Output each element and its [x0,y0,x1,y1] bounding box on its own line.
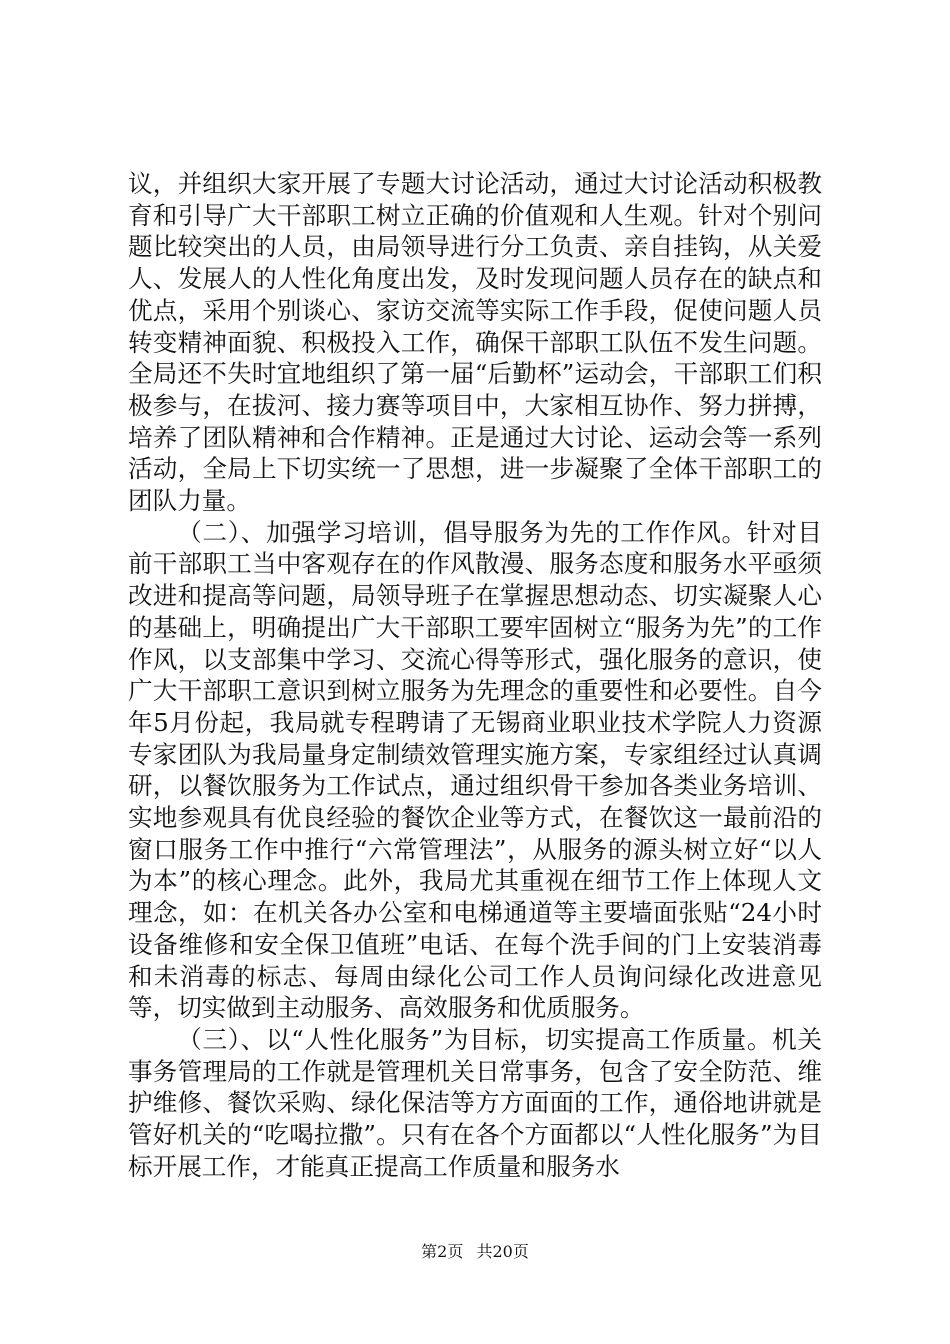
page-number: 第2页 [421,1242,464,1261]
document-body [128,168,822,1183]
page-total: 共20页 [476,1242,529,1261]
page-footer [0,1242,950,1262]
paragraph-section-2: （二）、加强学习培训，倡导服务为先的工作作风。针对目前干部职工当中客观存在的作风散漫、服务态度和服务水平亟须改进和提高等问题，局领导班子在掌握思想动态、切实凝聚人心的基础上，明确提出广大干部职工要牢固树立“服务为先”的工作作风，以支部集中学习、交流心得等形式，强化服务的意识，使广大干部职工意识到树立服务为先理念的重要性和必要性。自今年5月份起，我局就专程聘请了无锡商业职业技术学院人力资源专家团队为我局量身定制绩效管理实施方案，专家组经过认真调研，以餐饮服务为工作试点，通过组织骨干参加各类业务培训、实地参观具有优良经验的餐饮企业等方式，在餐饮这一最前沿的窗口服务工作中推行“六常管理法”，从服务的源头树立好“以人为本”的核心理念。此外，我局尤其重视在细节工作上体现人文理念，如：在机关各办公室和电梯通道等主要墙面张贴“24小时设备维修和安全保卫值班”电话、在每个洗手间的门上安装消毒和未消毒的标志、每周由绿化公司工作人员询问绿化改进意见等，切实做到主动服务、高效服务和优质服务。 [128,517,822,1023]
paragraph-continuation: 议，并组织大家开展了专题大讨论活动，通过大讨论活动积极教育和引导广大干部职工树立正确的价值观和人生观。针对个别问题比较突出的人员，由局领导进行分工负责、亲自挂钩，从关爱人、发展人的人性化角度出发，及时发现问题人员存在的缺点和优点，采用个别谈心、家访交流等实际工作手段，促使问题人员转变精神面貌、积极投入工作，确保干部职工队伍不发生问题。全局还不失时宜地组织了第一届“后勤杯”运动会，干部职工们积极参与，在拔河、接力赛等项目中，大家相互协作、努力拼搏，培养了团队精神和合作精神。正是通过大讨论、运动会等一系列活动，全局上下切实统一了思想，进一步凝聚了全体干部职工的团队力量。 [128,169,822,516]
paragraph-section-3: （三）、以“人性化服务”为目标，切实提高工作质量。机关事务管理局的工作就是管理机关日常事务，包含了安全防范、维护维修、餐饮采购、绿化保洁等方方面面的工作，通俗地讲就是管好机关的“吃喝拉撒”。只有在各个方面都以“人性化服务”为目标开展工作，才能真正提高工作质量和服务水 [128,1024,822,1181]
